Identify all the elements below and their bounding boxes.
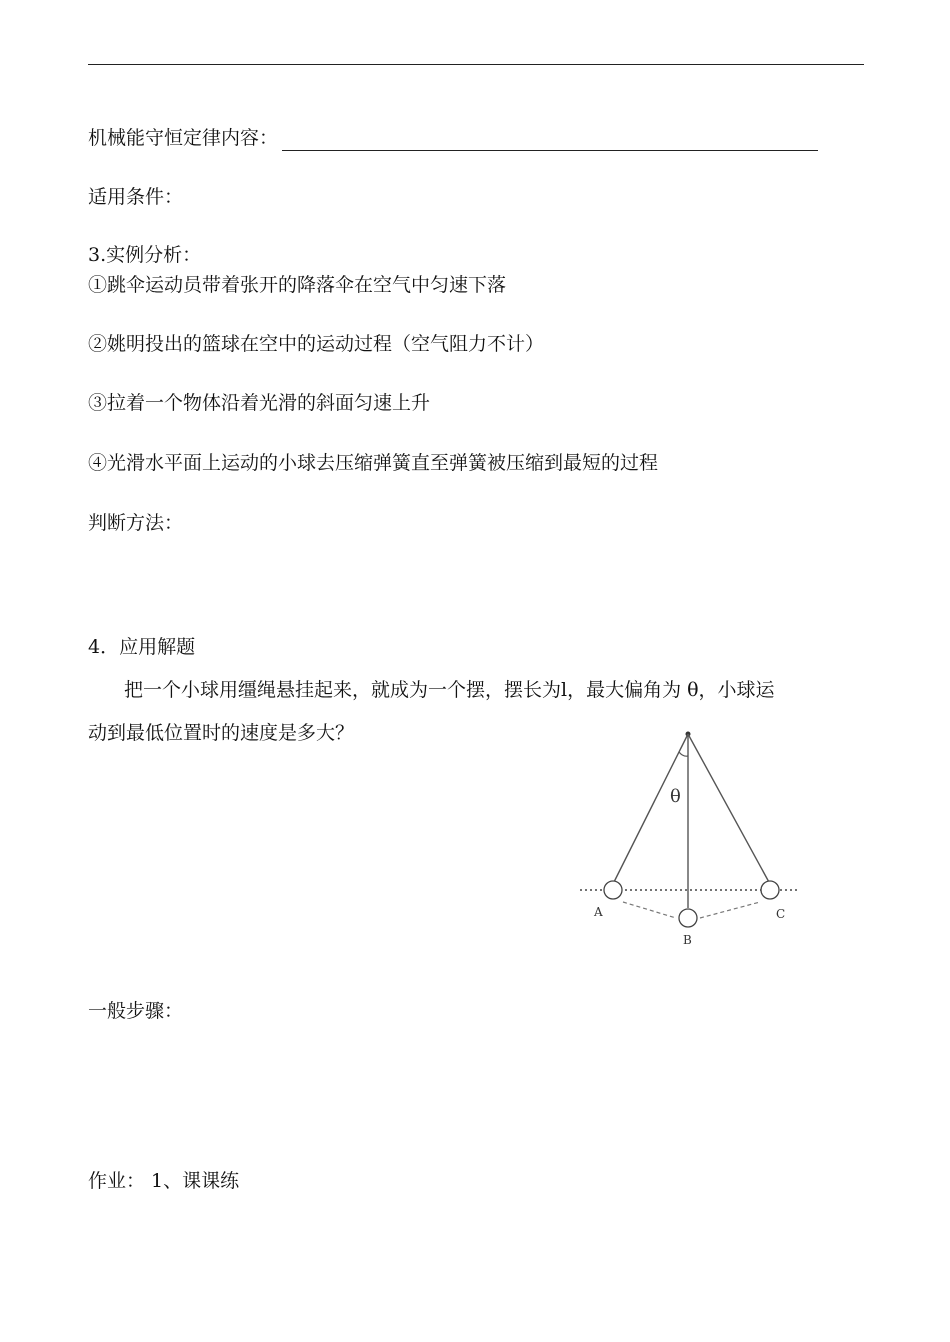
ball-c xyxy=(761,881,779,899)
string-a xyxy=(613,734,688,884)
string-c xyxy=(688,734,770,884)
problem-line-1: 把一个小球用缰绳悬挂起来，就成为一个摆，摆长为l，最大偏角为 θ，小球运 xyxy=(124,679,775,701)
law-content-line xyxy=(88,125,818,151)
header-rule xyxy=(88,64,864,65)
pendulum-figure xyxy=(576,722,808,952)
conditions-label: 适用条件： xyxy=(88,186,184,208)
label-b: B xyxy=(683,933,692,947)
example-2: ②姚明投出的篮球在空中的运动过程（空气阻力不计） xyxy=(88,333,545,355)
law-content-label: 机械能守恒定律内容： xyxy=(88,127,279,149)
problem-line-2: 动到最低位置时的速度是多大？ xyxy=(88,722,355,744)
ball-b xyxy=(679,909,697,927)
angle-arc xyxy=(679,752,688,756)
homework-line: 作业： 1、课课练 xyxy=(88,1170,240,1192)
law-content-blank xyxy=(282,130,818,151)
section3-title: 3.实例分析： xyxy=(88,244,202,266)
example-3: ③拉着一个物体沿着光滑的斜面匀速上升 xyxy=(88,392,431,414)
example-1: ①跳伞运动员带着张开的降落伞在空气中匀速下落 xyxy=(88,274,507,296)
label-a: A xyxy=(594,905,603,919)
section4-title: 4．应用解题 xyxy=(88,636,196,658)
ball-a xyxy=(604,881,622,899)
path-b-c xyxy=(700,902,760,918)
steps-label: 一般步骤： xyxy=(88,1000,184,1022)
example-4: ④光滑水平面上运动的小球去压缩弹簧直至弹簧被压缩到最短的过程 xyxy=(88,452,659,474)
label-c: C xyxy=(776,907,786,921)
method-label: 判断方法： xyxy=(88,512,184,534)
path-a-b xyxy=(623,902,676,918)
angle-label: θ xyxy=(670,786,681,807)
